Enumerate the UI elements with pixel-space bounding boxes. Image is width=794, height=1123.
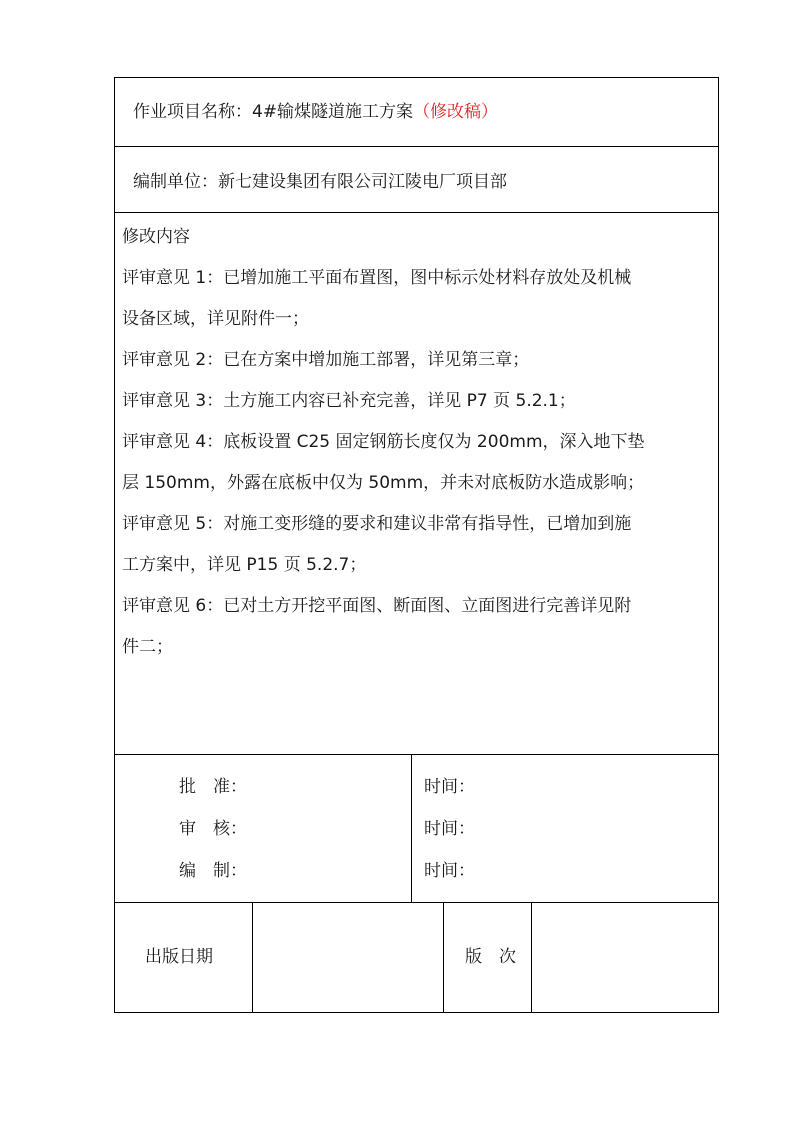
divider [252, 902, 253, 1012]
revision-tag: （修改稿） [413, 102, 499, 122]
content-line: 件二； [122, 637, 173, 657]
unit-name: 新七建设集团有限公司江陵电厂项目部 [218, 172, 507, 192]
content-line: 评审意见 2：已在方案中增加施工部署，详见第三章； [122, 350, 530, 370]
content-line: 评审意见 1：已增加施工平面布置图，图中标示处材料存放处及机械 [122, 268, 632, 288]
divider [531, 902, 532, 1012]
approve-label: 批 准： [179, 777, 247, 797]
unit-label: 编制单位： [133, 172, 218, 192]
content-line: 层 150mm，外露在底板中仅为 50mm，并未对底板防水造成影响； [122, 473, 645, 493]
project-name: 4#输煤隧道施工方案 [252, 102, 414, 122]
divider [443, 902, 444, 1012]
content-title: 修改内容 [122, 227, 190, 247]
document-table [114, 77, 719, 1013]
review-label: 审 核： [179, 819, 247, 839]
content-line: 设备区域，详见附件一； [122, 309, 309, 329]
compile-label: 编 制： [179, 861, 247, 881]
project-label: 作业项目名称： [133, 102, 252, 122]
divider [115, 754, 718, 755]
review-time-label: 时间： [424, 819, 475, 839]
content-line: 评审意见 3：土方施工内容已补充完善，详见 P7 页 5.2.1； [122, 391, 576, 411]
content-line: 评审意见 4：底板设置 C25 固定钢筋长度仅为 200mm，深入地下垫 [122, 432, 645, 452]
project-name-row [133, 100, 498, 124]
unit-row [133, 170, 507, 194]
divider [411, 754, 412, 902]
publish-date-label: 出版日期 [145, 947, 213, 967]
approve-time-label: 时间： [424, 777, 475, 797]
divider [115, 212, 718, 213]
compile-time-label: 时间： [424, 861, 475, 881]
content-line: 工方案中，详见 P15 页 5.2.7； [122, 555, 367, 575]
edition-label: 版 次 [465, 947, 516, 967]
divider [115, 902, 718, 903]
content-line: 评审意见 6：已对土方开挖平面图、断面图、立面图进行完善详见附 [122, 596, 632, 616]
divider [115, 146, 718, 147]
content-line: 评审意见 5：对施工变形缝的要求和建议非常有指导性，已增加到施 [122, 514, 632, 534]
